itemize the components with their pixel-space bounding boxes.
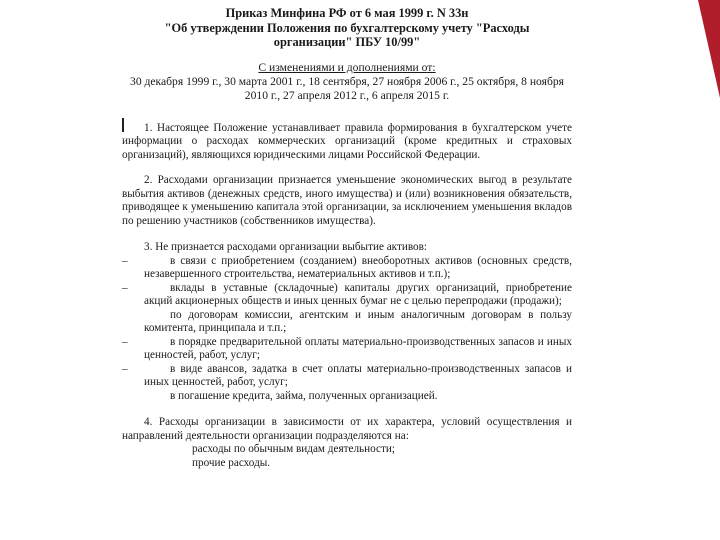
list-item-text: в порядке предварительной оплаты материально-производственных запасов и иных ценностей, работ, услуг; [144,335,572,362]
list-item-text: в виде авансов, задатка в счет оплаты материально-производственных запасов и иных ценностей, работ, услуг; [144,362,572,389]
title-line: "Об утверждении Положения по бухгалтерскому учету "Расходы [164,20,530,35]
dash-marker: – [122,254,128,267]
list-item [122,309,572,336]
amendments-dates: 30 декабря 1999 г., 30 марта 2001 г., 18 сентября, 27 ноября 2006 г., 25 октября, 8 ноября 2010 г., 27 апреля 2012 г., 6 апреля 2015 г. [130,74,564,102]
paragraph-2: 2. Расходами организации признается уменьшение экономических выгод в результате выбытия активов (денежных средств, иного имущества) и (или) возникновения обязательств, приводящее к уменьшению капитала этой организации, за исключением уменьшения вкладов по решению участников (собственников имущества). [122,174,572,227]
title-line: Приказ Минфина РФ от 6 мая 1999 г. N 33н [225,6,469,20]
sub-item: прочие расходы. [192,456,271,469]
dash-marker: – [122,281,128,294]
paragraph-1: 1. Настоящее Положение устанавливает правила формирования в бухгалтерском учете информации о расходах коммерческих организаций (кроме кредитных и страховых организаций), являющихся юридическими лицами Российской Федерации. [122,121,572,161]
list-item [122,336,572,363]
sub-item: расходы по обычным видам деятельности; [192,443,395,456]
list-item-text: в связи с приобретением (созданием) внеоборотных активов (основных средств, незавершенного строительства, нематериальных активов и т.п.); [144,254,572,281]
list-item [122,363,572,390]
paragraph-3: 3. Не признается расходами организации выбытие активов: [144,241,428,254]
amendments-label: С изменениями и дополнениями от: [258,60,436,74]
corner-accent [698,0,720,98]
list-item [122,390,572,404]
document-title [122,6,572,50]
list-item-text: в погашение кредита, займа, полученных организацией. [170,389,438,402]
exclusions-list [122,255,572,404]
document-page [122,6,572,470]
dash-marker: – [122,335,128,348]
list-item-text: по договорам комиссии, агентским и иным аналогичным договорам в пользу комитента, принципала и т.п.; [144,308,572,335]
list-item [122,282,572,309]
amendments-block [122,61,572,103]
dash-marker: – [122,362,128,375]
list-item-text: вклады в уставные (складочные) капиталы других организаций, приобретение акций акционерных обществ и иных ценных бумаг не с целью перепродажи (продажи); [144,281,572,308]
paragraph-4: 4. Расходы организации в зависимости от их характера, условий осуществления и направлений деятельности организации подразделяются на: [122,416,572,442]
title-line: организации" ПБУ 10/99" [273,35,421,50]
list-item [122,255,572,282]
